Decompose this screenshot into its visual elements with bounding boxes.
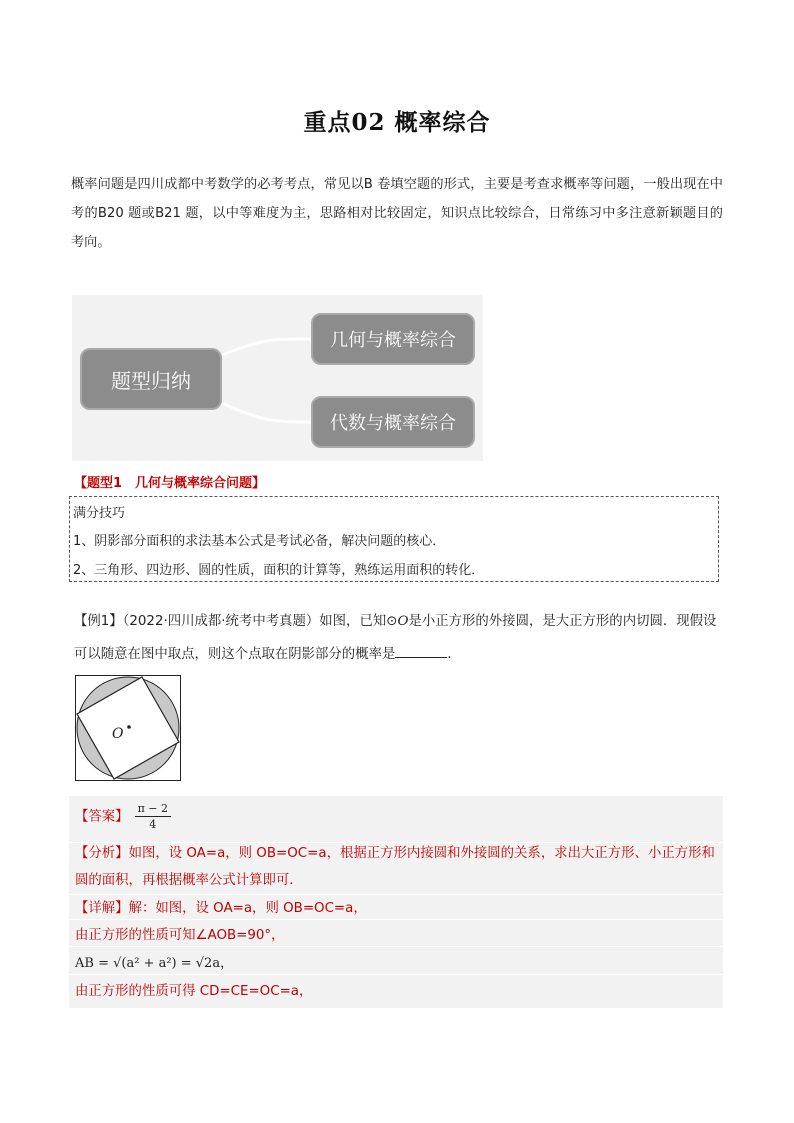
mindmap-root: 题型归纳 [80,348,222,410]
figure-svg [75,675,181,781]
example-stem-1: 如图，已知⊙ [319,614,398,629]
example-source: （2022·四川成都·统考中考真题） [122,614,320,629]
example-stem-2: 是小正方形的外接圆，是大正方形的内切圆．现假设可以随意在图中取点，则这个点取在阴影部分的概率是 [74,614,717,662]
detail-line-3: AB = √(a² + a²) = √2a， [75,956,234,971]
detail-text-1: 解：如图，设 OA=a，则 OB=OC=a， [128,901,367,916]
mindmap-branch-geometry: 几何与概率综合 [311,313,475,365]
detail-line-1 [75,897,367,916]
solution-panel [69,796,723,1008]
tips-box [69,496,719,582]
type1-heading: 【题型1 几何与概率综合问题】 [74,476,266,491]
analysis-line-2: 圆的面积，再根据概率公式计算即可． [75,873,303,888]
geometry-figure [75,675,181,781]
analysis-line-1 [75,842,715,861]
answer-numerator: π − 2 [135,802,171,817]
detail-line-2: 由正方形的性质可知∠AOB=90°， [75,928,285,943]
example-stem-var: O [397,614,409,629]
example-stem-end: ． [447,647,461,662]
answer-line [75,802,171,831]
answer-label: 【答案】 [75,809,129,825]
analysis-text-1: 如图，设 OA=a，则 OB=OC=a，根据正方形内接圆和外接圆的关系，求出大正方形、小正方形和 [128,846,715,861]
tip-item-2: 2、三角形、四边形、圆的性质，面积的计算等，熟练运用面积的转化． [73,563,485,578]
tip-item-1: 1、阴影部分面积的求法基本公式是考试必备，解决问题的核心． [73,534,446,549]
answer-denominator: 4 [149,818,157,831]
example-label: 【例1】 [74,614,123,629]
mindmap-branch-algebra: 代数与概率综合 [311,396,475,448]
intro-paragraph: 概率问题是四川成都中考数学的必考考点，常见以B 卷填空题的形式，主要是考查求概率等问题，一般出现在中考的B20 题或B21 题，以中等难度为主，思路相对比较固定，知识点比较综合，日常练习中多注意新颖题目的考向。 [71,177,723,250]
page-title: 重点02 概率综合 [303,109,491,136]
answer-blank [395,643,447,658]
label-o: O [112,726,124,742]
answer-fraction [135,802,171,831]
center-point [127,725,131,729]
detail-line-4: 由正方形的性质可得 CD=CE=OC=a， [75,984,313,999]
example-1 [74,605,724,671]
mindmap [72,295,483,461]
tips-title: 满分技巧 [73,506,126,521]
analysis-label: 【分析】 [75,846,129,861]
detail-label: 【详解】 [75,901,129,916]
